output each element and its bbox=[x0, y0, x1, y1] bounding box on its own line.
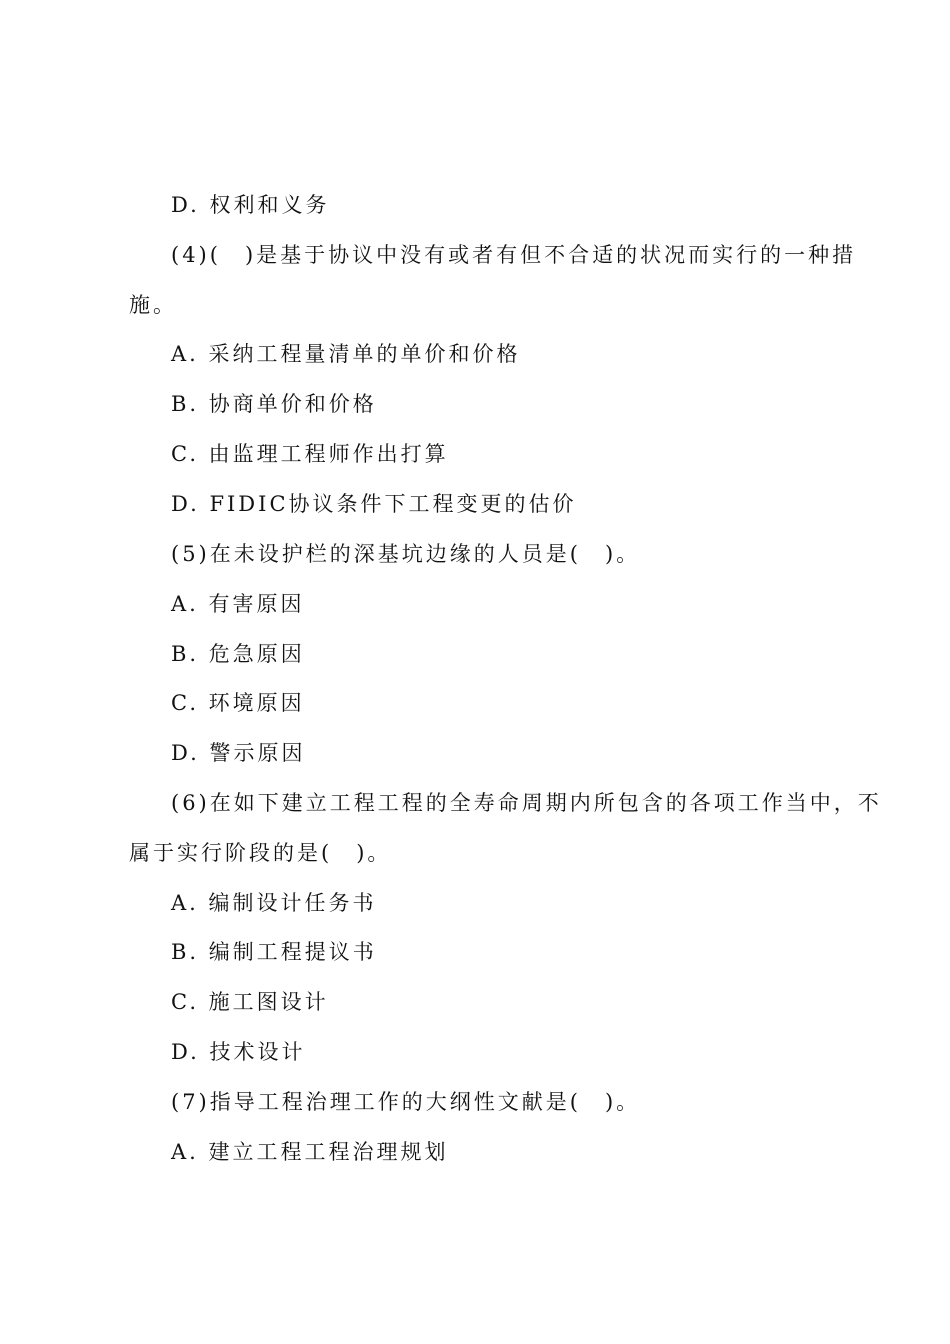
option-line: B. 危急原因 bbox=[171, 642, 305, 666]
question-line: (5)在未设护栏的深基坑边缘的人员是( )。 bbox=[171, 542, 641, 566]
option-line: B. 编制工程提议书 bbox=[171, 940, 377, 964]
option-line: C. 施工图设计 bbox=[171, 990, 329, 1014]
option-line: D. 权利和义务 bbox=[171, 193, 330, 217]
question-line: (4)( )是基于协议中没有或者有但不合适的状况而实行的一种措 bbox=[171, 243, 857, 267]
option-line: C. 由监理工程师作出打算 bbox=[171, 442, 449, 466]
option-line: A. 编制设计任务书 bbox=[171, 891, 377, 915]
question-continuation-line: 施。 bbox=[129, 293, 177, 317]
option-line: A. 采纳工程量清单的单价和价格 bbox=[171, 342, 521, 366]
question-line: (7)指导工程治理工作的大纲性文献是( )。 bbox=[171, 1090, 641, 1114]
question-line: (6)在如下建立工程工程的全寿命周期内所包含的各项工作当中，不 bbox=[171, 791, 882, 815]
option-line: D. FIDIC协议条件下工程变更的估价 bbox=[171, 492, 577, 516]
option-line: A. 有害原因 bbox=[171, 592, 305, 616]
option-line: D. 技术设计 bbox=[171, 1040, 306, 1064]
option-line: C. 环境原因 bbox=[171, 691, 305, 715]
option-line: A. 建立工程工程治理规划 bbox=[171, 1140, 449, 1164]
question-continuation-line: 属于实行阶段的是( )。 bbox=[129, 841, 392, 865]
option-line: D. 警示原因 bbox=[171, 741, 306, 765]
option-line: B. 协商单价和价格 bbox=[171, 392, 377, 416]
